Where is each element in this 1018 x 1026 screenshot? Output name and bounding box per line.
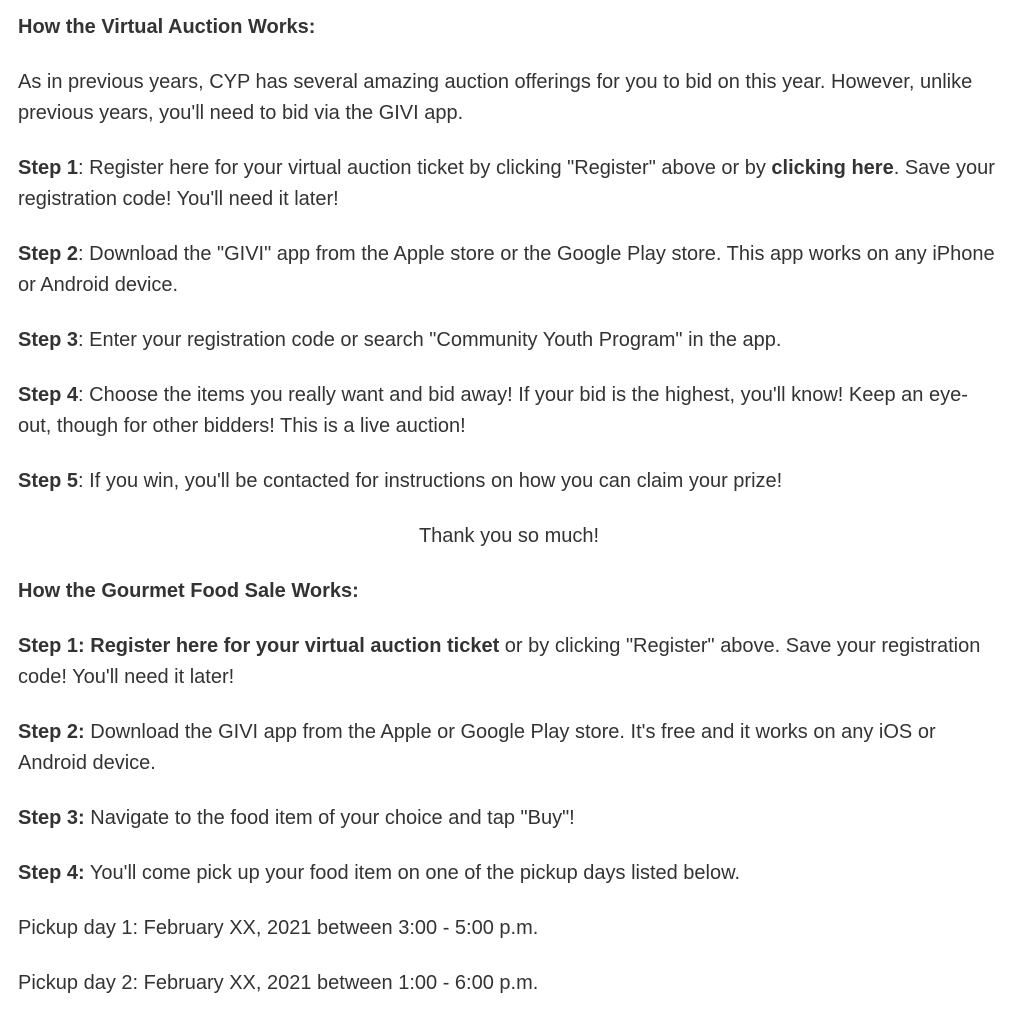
auction-step-4-label: Step 4 [18,384,79,406]
food-step-3-text: Navigate to the food item of your choice and tap "Buy"! [84,807,575,829]
auction-step-4-text: : Choose the items you really want and bid away! If your bid is the highest, you'll know! Keep an eye-out, though for other bidders! This is a live auction! [18,384,968,437]
auction-step-2-text: : Download the "GIVI" app from the Apple store or the Google Play store. This app works on any iPhone or Android device. [18,243,995,296]
food-step-2-label: Step 2: [18,721,85,743]
auction-intro: As in previous years, CYP has several amazing auction offerings for you to bid on this year. However, unlike previous years, you'll need to bid via the GIVI app. [18,71,973,124]
auction-step-3-text: : Enter your registration code or search "Community Youth Program" in the app. [78,329,782,351]
auction-step-5 [18,466,1000,497]
food-step-3-label: Step 3: [18,807,85,829]
auction-heading: How the Virtual Auction Works: [18,16,316,38]
pickup-day-2: Pickup day 2: February XX, 2021 between 1:00 - 6:00 p.m. [18,972,539,994]
food-sale-heading: How the Gourmet Food Sale Works: [18,580,359,602]
food-step-4-label: Step 4: [18,862,85,884]
food-step-2-text: Download the GIVI app from the Apple or Google Play store. It's free and it works on any iOS or Android device. [18,721,936,774]
food-step-3 [18,803,1000,834]
auction-step-1-label: Step 1 [18,157,79,179]
clicking-here-link[interactable]: clicking here [771,157,894,179]
auction-step-4 [18,380,1000,442]
register-here-link[interactable]: Register here for your virtual auction ticket [84,635,500,657]
food-step-2 [18,717,1000,779]
auction-step-1-text-before: : Register here for your virtual auction ticket by clicking "Register" above or by [78,157,772,179]
auction-step-2-label: Step 2 [18,243,79,265]
auction-step-1-text-after: . Save your registration code! You'll need it later! [18,157,995,210]
food-step-4 [18,858,1000,889]
thank-you-text: Thank you so much! [418,525,600,547]
pickup-day-1: Pickup day 1: February XX, 2021 between 3:00 - 5:00 p.m. [18,917,539,939]
auction-step-2 [18,239,1000,301]
food-step-1 [18,631,1000,693]
auction-step-3-label: Step 3 [18,329,79,351]
food-step-1-text: or by clicking "Register" above. Save your registration code! You'll need it later! [18,635,981,688]
food-step-4-text: You'll come pick up your food item on one of the pickup days listed below. [84,862,741,884]
auction-step-1 [18,153,1000,215]
food-step-1-label: Step 1: [18,635,85,657]
auction-step-5-label: Step 5 [18,470,79,492]
auction-step-5-text: : If you win, you'll be contacted for instructions on how you can claim your prize! [78,470,783,492]
auction-step-3 [18,325,1000,356]
